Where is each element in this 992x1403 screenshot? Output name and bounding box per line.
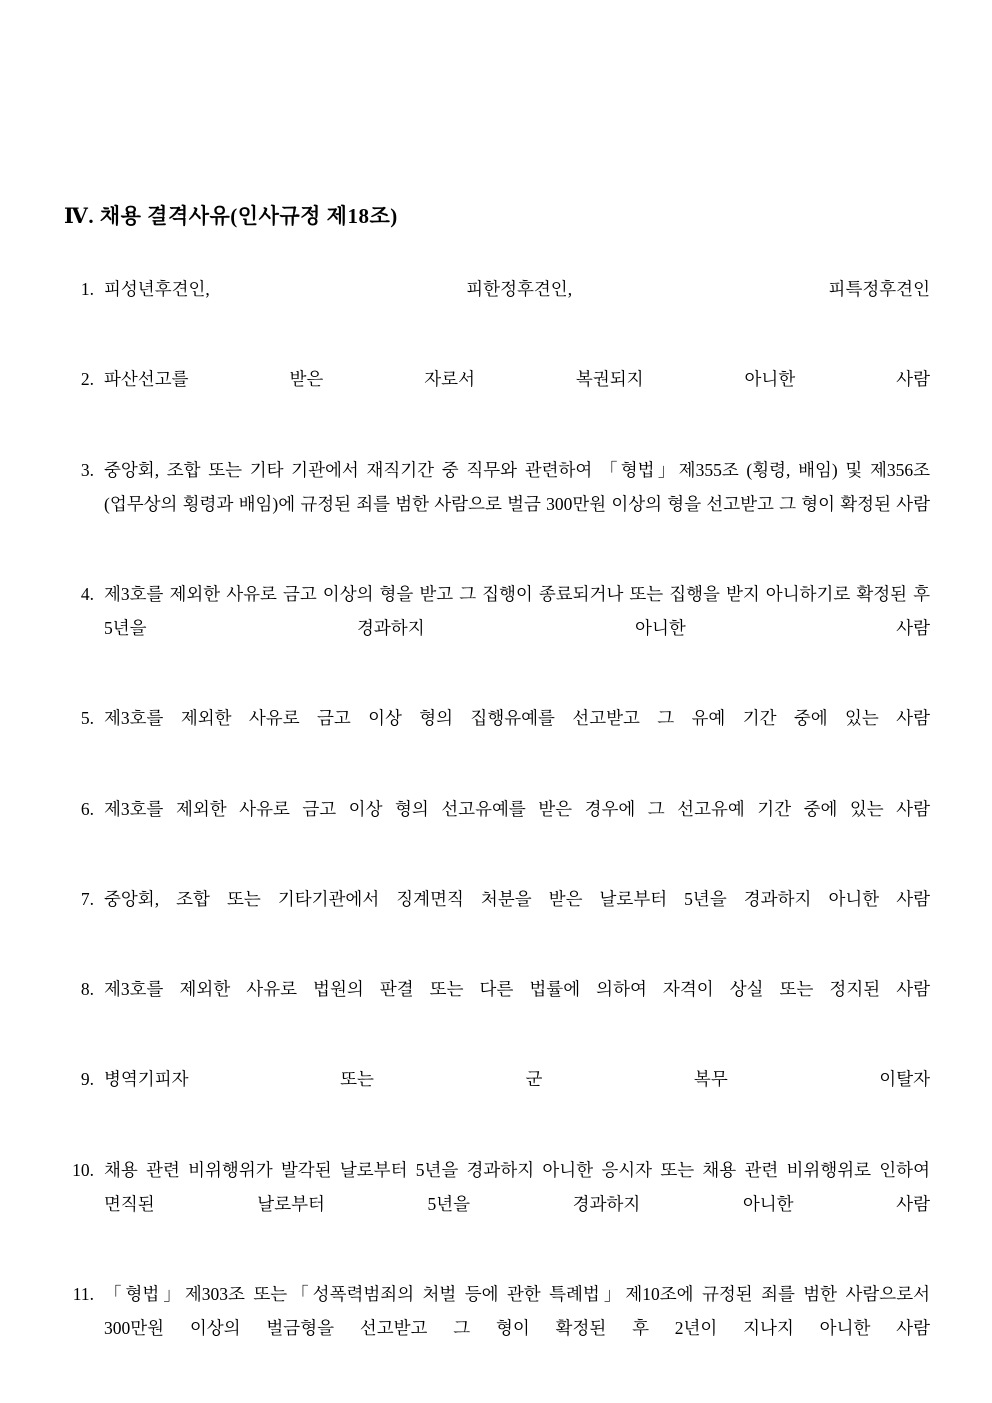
list-item [62,1277,930,1379]
list-item-text: 제3호를 제외한 사유로 금고 이상 형의 선고유예를 받은 경우에 그 선고유예 기간 중에 있는 사람 [104,798,930,819]
list-item-text: 제3호를 제외한 사유로 금고 이상의 형을 받고 그 집행이 종료되거나 또는 집행을 받지 아니하기로 확정된 후 5년을 경과하지 아니한 사람 [104,583,930,638]
list-item [62,362,930,430]
list-item [62,1153,930,1255]
list-item-text: 제3호를 제외한 사유로 금고 이상 형의 집행유예를 선고받고 그 유예 기간 중에 있는 사람 [104,708,930,729]
list-item-number: 6. [80,798,94,819]
list-item-text: 병역기피자 또는 군 복무 이탈자 [104,1069,930,1090]
list-item [62,882,930,950]
list-item-text: 중앙회, 조합 또는 기타 기관에서 재직기간 중 직무와 관련하여 「형법」제355조 (횡령, 배임) 및 제356조(업무상의 횡령과 배임)에 규정된 죄를 범한 사람으로 벌금 300만원 이상의 형을 선고받고 그 형이 확정된 사람 [104,459,930,514]
list-item [62,792,930,860]
clause-list [62,272,930,1379]
page-title: Ⅳ. 채용 결격사유(인사규정 제18조) [64,204,398,228]
list-item-number: 10. [72,1159,94,1180]
list-item-text: 중앙회, 조합 또는 기타기관에서 징계면직 처분을 받은 날로부터 5년을 경과하지 아니한 사람 [104,888,930,909]
list-item-text: 「형법」제303조 또는「성폭력범죄의 처벌 등에 관한 특례법」제10조에 규정된 죄를 범한 사람으로서 300만원 이상의 벌금형을 선고받고 그 형이 확정된 후 2년이 지나지 아니한 사람 [104,1283,930,1338]
list-item-number: 7. [80,888,94,909]
list-item [62,272,930,340]
list-item [62,577,930,679]
list-item [62,701,930,769]
list-item-text: 피성년후견인, 피한정후견인, 피특정후견인 [104,279,930,299]
list-item [62,972,930,1040]
list-item-number: 11. [72,1283,94,1304]
list-item-number: 3. [80,459,94,480]
list-item-number: 1. [80,279,94,299]
list-item [62,453,930,555]
list-item-number: 8. [80,979,94,999]
list-item-number: 5. [80,708,94,729]
list-item-number: 4. [80,583,94,604]
list-item-number: 9. [80,1069,94,1090]
list-item-text: 채용 관련 비위행위가 발각된 날로부터 5년을 경과하지 아니한 응시자 또는 채용 관련 비위행위로 인하여 면직된 날로부터 5년을 경과하지 아니한 사람 [104,1159,930,1214]
list-item-text: 제3호를 제외한 사유로 법원의 판결 또는 다른 법률에 의하여 자격이 상실 또는 정지된 사람 [104,979,930,999]
list-item-number: 2. [80,369,94,390]
list-item-text: 파산선고를 받은 자로서 복권되지 아니한 사람 [104,369,930,390]
list-item [62,1062,930,1130]
